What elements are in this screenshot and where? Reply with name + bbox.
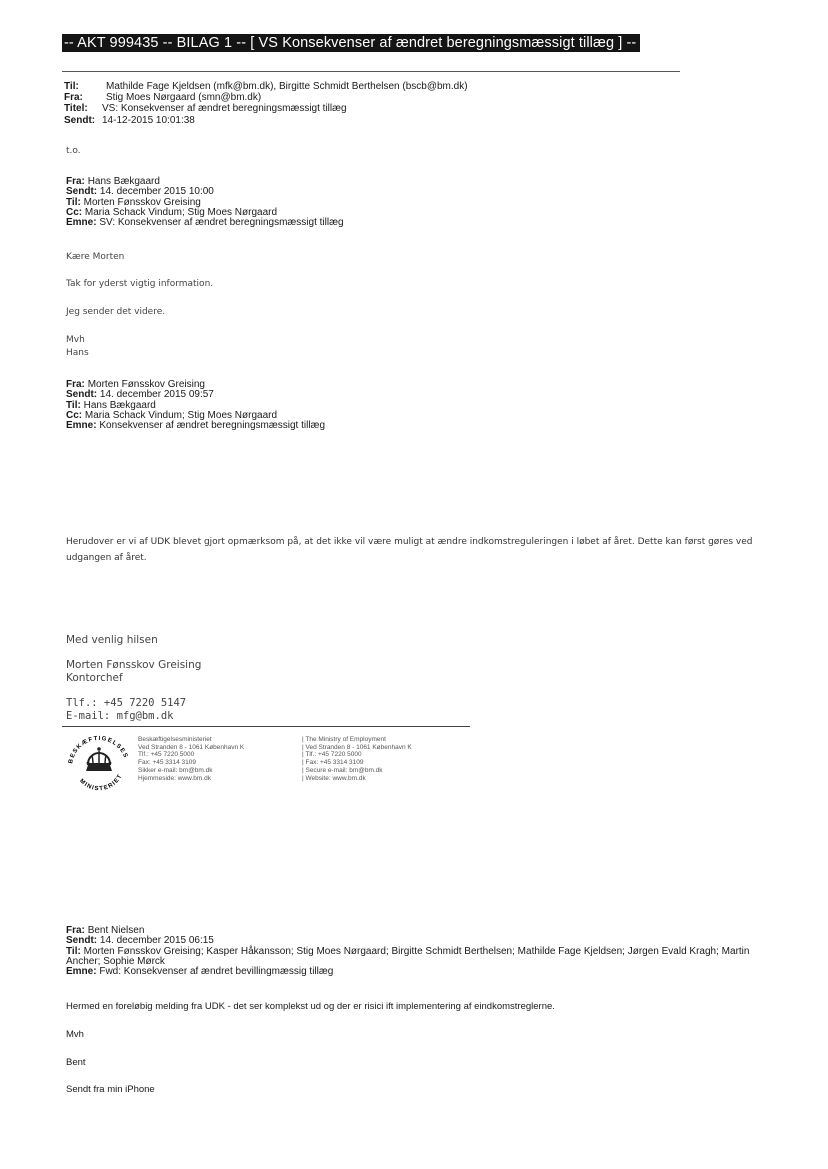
header-divider — [62, 71, 680, 72]
document-banner: -- AKT 999435 -- BILAG 1 -- [ VS Konsekvenser af ændret beregningsmæssigt tillæg ] -- — [62, 34, 640, 52]
msg2-sig-email: E-mail: mfg@bm.dk — [66, 710, 174, 722]
footer-left — [138, 736, 244, 782]
msg3-to-label: Til: — [66, 945, 81, 957]
ministry-logo — [66, 733, 132, 793]
footer-left-line: Beskæftigelsesministeriet — [138, 736, 212, 743]
footer-right — [302, 736, 412, 782]
msg2-header — [66, 380, 325, 431]
msg2-sig-title: Kontorchef — [66, 672, 123, 684]
msg1-subject-label: Emne: — [66, 217, 97, 229]
footer-right-line: | Website: www.bm.dk — [302, 774, 366, 782]
msg3-sent: 14. december 2015 06:15 — [99, 935, 214, 947]
logo-top-text: BESKÆFTIGELSES — [68, 735, 129, 765]
msg3-subject: Fwd: Konsekvenser af ændret bevillingmæssig tillæg — [99, 966, 334, 978]
msg2-sig-phone: Tlf.: +45 7220 5147 — [66, 697, 187, 709]
footer-right-line: | Tlf.: +45 7220 5000 — [302, 751, 362, 759]
signature-divider — [62, 726, 470, 727]
footer-right-line: | Ved Stranden 8 - 1061 København K — [302, 743, 412, 751]
msg3-name: Bent — [66, 1057, 86, 1068]
msg2-sig-name: Morten Fønsskov Greising — [66, 659, 202, 671]
msg3-sent-label: Sendt: — [66, 935, 98, 947]
msg3-from-label: Fra: — [66, 925, 85, 936]
msg1-sent-label: Sendt: — [66, 186, 98, 198]
outer-sent-line — [64, 116, 195, 127]
msg3-body: Hermed en foreløbig melding fra UDK - det ser komplekst ud og der er risici ift implementering af eindkomstreglerne. — [66, 1001, 555, 1012]
msg2-sent-label: Sendt: — [66, 389, 98, 401]
msg1-line1: Tak for yderst vigtig information. — [66, 279, 214, 289]
outer-title-label: Titel: — [64, 103, 88, 114]
outer-sent-value: 14-12-2015 10:01:38 — [102, 115, 195, 126]
outer-title-value: VS: Konsekvenser af ændret beregningsmæssigt tillæg — [102, 103, 347, 114]
footer-left-line: Ved Stranden 8 - 1061 København K — [138, 743, 245, 751]
footer-left-line: Hjemmeside: www.bm.dk — [138, 774, 211, 782]
footer-left-line: Fax: +45 3314 3109 — [138, 759, 197, 767]
outer-to-label: Til: — [64, 81, 79, 92]
outer-title-line — [64, 104, 347, 115]
msg1-from: Hans Bækgaard — [87, 176, 160, 187]
outer-to-line — [64, 82, 468, 93]
footer-right-line: | The Ministry of Employment — [302, 736, 386, 743]
msg1-cc-label: Cc: — [66, 206, 83, 218]
outer-from-value: Stig Moes Nørgaard (smn@bm.dk) — [106, 92, 262, 103]
msg2-subject: Konsekvenser af ændret beregningsmæssigt tillæg — [99, 420, 326, 432]
msg2-sent: 14. december 2015 09:57 — [99, 389, 214, 401]
footer-right-line: | Secure e-mail: bm@bm.dk — [302, 766, 383, 774]
msg2-from-label: Fra: — [66, 379, 85, 390]
msg1-closing: Mvh — [66, 335, 85, 345]
msg3-subject-label: Emne: — [66, 966, 97, 978]
footer-left-line: Tlf.: +45 7220 5000 — [138, 751, 195, 759]
outer-sent-label: Sendt: — [64, 115, 96, 126]
msg3-header — [66, 926, 749, 977]
msg2-from: Morten Fønsskov Greising — [87, 379, 205, 390]
msg1-to-label: Til: — [66, 196, 81, 208]
msg3-closing: Mvh — [66, 1029, 84, 1040]
msg3-from: Bent Nielsen — [87, 925, 145, 936]
msg3-sent-from: Sendt fra min iPhone — [66, 1084, 155, 1095]
msg1-subject: SV: Konsekvenser af ændret beregningsmæssigt tillæg — [99, 217, 344, 229]
msg2-body-line1: Herudover er vi af UDK blevet gjort opmærksom på, at det ikke vil være muligt at ændre indkomstreguleringen i løbet af året. Dette kan først gøres ved — [66, 537, 753, 547]
outer-body: t.o. — [66, 146, 81, 156]
msg2-to-label: Til: — [66, 399, 81, 411]
outer-from-label: Fra: — [64, 92, 83, 103]
msg1-sent: 14. december 2015 10:00 — [99, 186, 214, 198]
outer-from-line — [64, 93, 261, 104]
msg1-greeting: Kære Morten — [66, 252, 125, 262]
crown-icon — [66, 733, 132, 793]
msg2-body-line2: udgangen af året. — [66, 553, 147, 563]
msg2-subject-label: Emne: — [66, 420, 97, 432]
footer-right-line: | Fax: +45 3314 3109 — [302, 759, 364, 767]
msg1-to: Morten Fønsskov Greising — [83, 196, 201, 208]
msg2-cc-label: Cc: — [66, 409, 83, 421]
outer-to-value: Mathilde Fage Kjeldsen (mfk@bm.dk), Birgitte Schmidt Berthelsen (bscb@bm.dk) — [106, 81, 468, 92]
msg1-line2: Jeg sender det videre. — [66, 307, 166, 317]
msg1-header — [66, 177, 344, 228]
msg2-to: Hans Bækgaard — [83, 399, 156, 411]
msg1-name: Hans — [66, 348, 89, 358]
msg2-cc: Maria Schack Vindum; Stig Moes Nørgaard — [84, 409, 278, 421]
logo-bottom-text: MINISTERIET — [78, 773, 124, 793]
msg3-to: Morten Fønsskov Greising; Kasper Håkansson; Stig Moes Nørgaard; Birgitte Schmidt Berthelsen; Mathilde Fage Kjeldsen; Jørgen Evald Kragh; Martin — [83, 945, 750, 957]
msg2-regards: Med venlig hilsen — [66, 634, 158, 646]
msg1-cc: Maria Schack Vindum; Stig Moes Nørgaard — [84, 206, 278, 218]
footer-left-line: Sikker e-mail: bm@bm.dk — [138, 766, 213, 774]
msg3-to-cont: Ancher; Sophie Mørck — [66, 955, 165, 967]
msg1-from-label: Fra: — [66, 176, 85, 187]
